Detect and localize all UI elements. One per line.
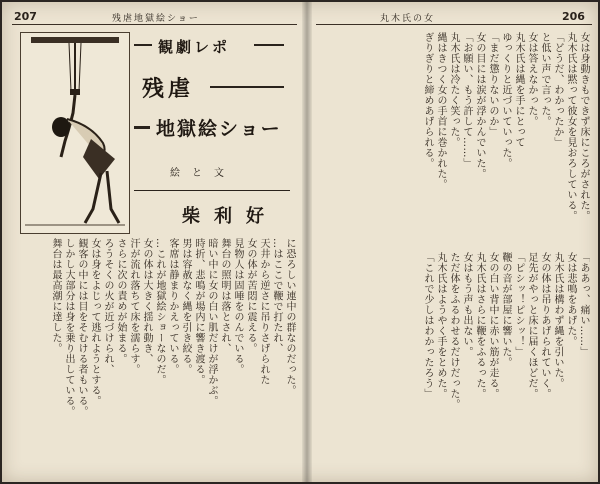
text-line: 丸木氏は冷たく笑った。 [448, 32, 459, 148]
deco-rule [254, 44, 284, 46]
book-gutter [302, 2, 312, 482]
text-line: さらに次の責めが始まる。 [115, 238, 126, 364]
illustration [20, 32, 130, 234]
credit-label: 絵と文 [170, 168, 236, 179]
text-line: 縄はきつく女の手首に巻かれた。 [435, 32, 446, 190]
text-line: に恐ろしい連中の群なのだった。 [284, 238, 295, 396]
text-line: 「ああっ、痛い……」 [578, 252, 589, 357]
text-line: 「ピシッ！ピシッ！」 [513, 252, 524, 357]
text-line: 「お願い、もう許して……」 [461, 32, 472, 169]
book-spread [2, 2, 598, 482]
text-line: 丸木氏は黙って彼女を見おろしている。 [565, 32, 576, 221]
text-line: ゆっくりと近づいていった。 [500, 32, 511, 169]
deco-rule [134, 126, 150, 129]
deco-rule [210, 86, 284, 88]
running-head-right: 丸木氏の女 [380, 14, 436, 24]
text-line: 女は身動きもできず床にころがされた。 [578, 32, 589, 221]
text-line: 丸木氏は縄を手にとって [513, 32, 524, 148]
right-page-body-upper [320, 32, 590, 246]
text-line: 天井から逆さに吊りさげられた [258, 238, 269, 385]
title-line-1: 残虐 [142, 76, 195, 102]
text-line: 見物人は固唾をのんでいる。 [232, 238, 243, 375]
page-number-right: 206 [562, 10, 585, 23]
text-line: 男は容赦なく縄を引き絞る。 [180, 238, 191, 375]
text-line: 舞台は最高潮に達した。 [50, 238, 61, 354]
text-line: 客席は静まりかえっている。 [167, 238, 178, 375]
text-line: 舞台の照明は落とされ、 [219, 238, 230, 354]
text-line: 足先がやっと床に届くほどだ。 [526, 252, 537, 399]
text-line: 鞭の音が部屋に響いた。 [500, 252, 511, 368]
text-line: 丸木氏はようやく手をとめた。 [435, 252, 446, 399]
text-line: しかし大部分は身を乗り出している。 [63, 238, 74, 417]
text-line: 女の体は吊りあげられていく。 [539, 252, 550, 399]
text-line: 暗い中に女の白い肌だけが浮かぶ。 [206, 238, 217, 406]
text-line: 女は身をよじって逃れようとする。 [89, 238, 100, 406]
text-line: 女の白い背中に赤い筋が走る。 [487, 252, 498, 399]
header-rule-left [12, 24, 297, 25]
deco-rule [134, 44, 152, 46]
left-page-body [20, 238, 296, 476]
series-label: 観劇レポ [158, 38, 231, 56]
author-name: 柴利好 [182, 206, 278, 227]
running-head-left: 残虐地獄絵ショー [112, 14, 200, 24]
text-line: ぎりぎりと締めあげられる。 [422, 32, 433, 169]
text-line: ろうそくの火が近づけられ、 [102, 238, 113, 375]
article-title-block [134, 36, 290, 227]
text-line: 丸木氏は構わず縄を引いた。 [552, 252, 563, 389]
text-line: 「どうだ、わかったか」 [552, 32, 563, 148]
title-line-2: 地獄絵ショー [156, 118, 282, 140]
text-line: …はここで鞭で打たれ、 [271, 238, 282, 354]
text-line: 女はもう声も出ない。 [461, 252, 472, 357]
page-number-left: 207 [14, 10, 37, 23]
text-line: と低い声で言った。 [539, 32, 550, 127]
text-line: 女の体が苦悶に震える。 [245, 238, 256, 354]
text-line: 女の体は大きく揺れ動き、 [141, 238, 152, 364]
text-line: 女は悲鳴をあげた。 [565, 252, 576, 347]
text-line: ただ体をふるわせるだけだった。 [448, 252, 459, 410]
text-line: 観客の中には目をそむける者もいる。 [76, 238, 87, 417]
text-line: 「これで少しはわかったろう」 [422, 252, 433, 399]
text-line: 女は答えなかった。 [526, 32, 537, 127]
text-line: 時折、悲鳴が場内に響き渡る。 [193, 238, 204, 385]
hanging-figure-illustration [21, 33, 129, 233]
deco-rule [134, 190, 290, 191]
text-line: 「まだ懲りないのか」 [487, 32, 498, 137]
text-line: 丸木氏はさらに鞭をふるった。 [474, 252, 485, 399]
header-rule-right [316, 24, 592, 25]
text-line: 女の目には涙が浮かんでいた。 [474, 32, 485, 179]
text-line: 汗が流れ落ちて床を濡らす。 [128, 238, 139, 375]
right-page-body-lower [320, 252, 590, 476]
text-line: …これが地獄絵ショーなのだ。 [154, 238, 165, 385]
